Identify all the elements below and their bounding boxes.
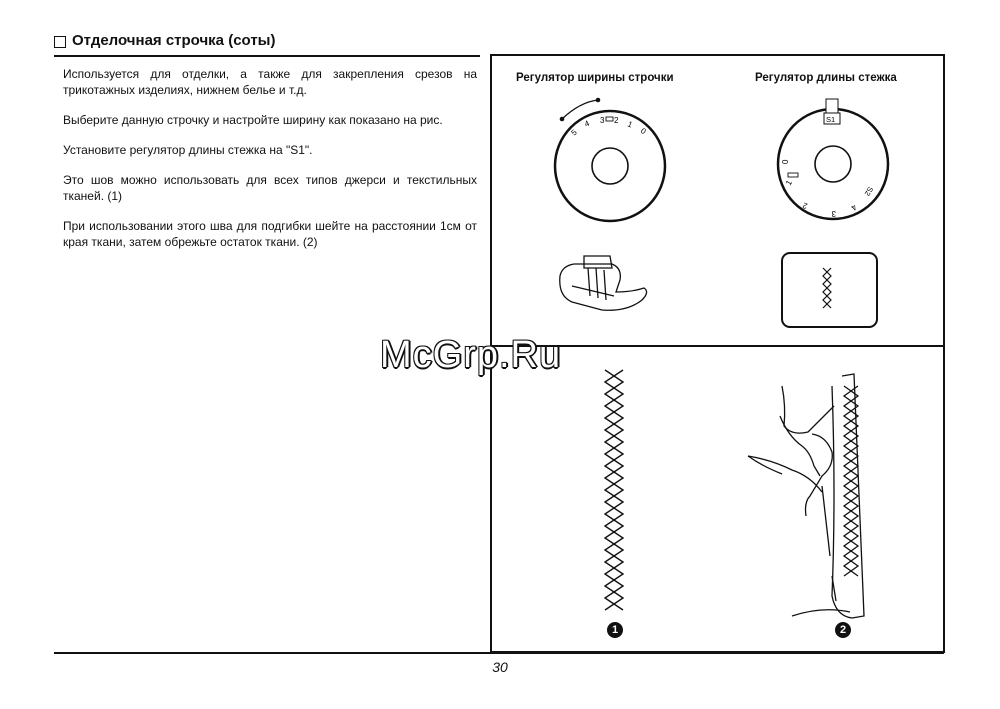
width-mark: 2	[614, 116, 619, 125]
width-mark: 3	[600, 116, 605, 125]
header-rule	[54, 55, 480, 57]
length-mark: 1	[783, 178, 794, 187]
paragraph: Установите регулятор длины стежка на "S1".	[63, 143, 313, 157]
paragraph: Выберите данную строчку и настройте ширину как показано на рис.	[63, 113, 443, 127]
length-mark: 3	[831, 209, 836, 218]
width-mark: 5	[569, 127, 579, 138]
length-mark: 2	[801, 200, 809, 211]
presser-foot-icon	[560, 256, 647, 310]
section-header	[54, 30, 480, 56]
length-dial-icon	[778, 99, 888, 219]
section-title: Отделочная строчка (соты)	[72, 32, 276, 49]
length-dial-label: Регулятор длины стежка	[755, 72, 897, 84]
length-mark: 4	[849, 202, 859, 213]
length-mark: S1	[826, 115, 836, 124]
checkbox-icon	[54, 36, 66, 48]
paragraph: При использовании этого шва для подгибки шейте на расстоянии 1см от края ткани, затем обрежьте остаток ткани. (2)	[63, 219, 477, 249]
hem-trimming-illustration	[748, 374, 864, 618]
figure-2-badge: 2	[835, 622, 851, 638]
watermark: McGrp.Ru	[380, 334, 562, 376]
honeycomb-stitch-sample	[605, 370, 623, 610]
page-number: 30	[492, 659, 508, 675]
width-mark: 1	[626, 119, 634, 130]
instructions-text	[63, 66, 477, 264]
length-mark: 0	[781, 159, 790, 164]
width-mark: 4	[583, 118, 591, 129]
paragraph: Это шов можно использовать для всех типов джерси и текстильных тканей. (1)	[63, 173, 477, 203]
figure-1-badge: 1	[607, 622, 623, 638]
width-mark: 0	[638, 126, 648, 137]
width-dial-icon	[555, 98, 665, 221]
paragraph: Используется для отделки, а также для закрепления срезов на трикотажных изделиях, нижнем белье и т.д.	[63, 67, 477, 97]
length-mark: S2	[862, 185, 876, 198]
footer-rule	[54, 652, 944, 654]
stitch-pattern-window-icon	[782, 253, 877, 327]
width-dial-label: Регулятор ширины строчки	[516, 72, 674, 84]
